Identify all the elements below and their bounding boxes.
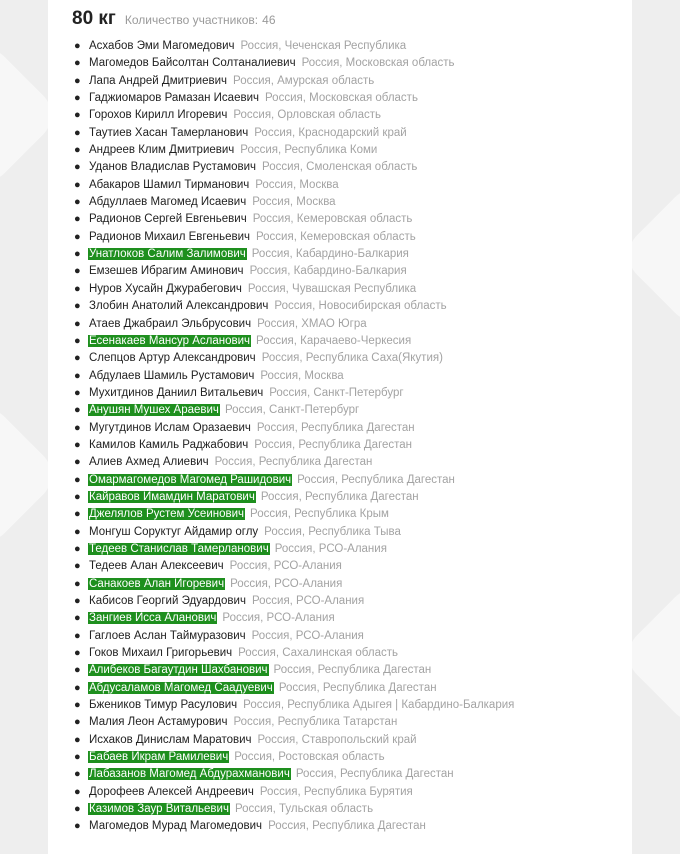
participant-region: Россия, Республика Дагестан <box>273 664 432 677</box>
list-item <box>74 506 632 523</box>
bullet-icon: ● <box>74 57 81 70</box>
participant-region: Россия, Смоленская область <box>262 161 418 174</box>
participant-region: Россия, Республика Саха(Якутия) <box>261 352 443 365</box>
bullet-icon: ● <box>74 40 81 52</box>
list-item <box>74 333 632 350</box>
participant-region: Россия, Москва <box>252 196 336 209</box>
participant-name: Атаев Джабраил Эльбрусович <box>89 317 252 330</box>
list-item <box>74 73 632 90</box>
participant-name: Зангиев Исса Аланович <box>89 612 217 625</box>
participant-region: Россия, РСО-Алания <box>222 612 335 625</box>
participant-name: Лапа Андрей Дмитриевич <box>89 74 228 87</box>
participant-name: Уданов Владислав Рустамович <box>89 161 257 174</box>
participant-region: Россия, Кабардино-Балкария <box>251 248 409 261</box>
participant-region: Россия, Республика Дагестан <box>268 820 426 833</box>
bullet-icon: ● <box>74 74 81 87</box>
list-item <box>74 454 632 471</box>
bullet-icon: ● <box>74 699 81 712</box>
bullet-icon: ● <box>74 421 81 434</box>
bullet-icon: ● <box>74 629 81 642</box>
list-item <box>74 732 632 749</box>
list-item <box>74 125 632 142</box>
participant-region: Россия, Республика Дагестан <box>278 681 437 694</box>
participant-name: Лабазанов Магомед Абдурахманович <box>89 768 290 781</box>
bullet-icon: ● <box>74 473 81 486</box>
list-item <box>74 801 632 818</box>
list-item <box>74 818 632 835</box>
bullet-icon: ● <box>74 178 81 191</box>
list-item <box>74 368 632 385</box>
list-item <box>74 263 632 280</box>
bullet-icon: ● <box>74 213 81 226</box>
participant-name: Абакаров Шамил Тирманович <box>89 178 250 191</box>
participant-name: Дорофеев Алексей Андреевич <box>89 785 254 798</box>
participant-name: Гаглоев Аслан Таймуразович <box>89 629 246 642</box>
bullet-icon: ● <box>74 438 81 451</box>
list-item <box>74 697 632 714</box>
participant-region: Россия, Московская область <box>301 57 455 70</box>
participant-name: Алиев Ахмед Алиевич <box>89 456 209 469</box>
participant-name: Тедеев Станислав Тамерланович <box>89 542 269 555</box>
bullet-icon: ● <box>74 369 81 382</box>
participant-region: Россия, Республика Дагестан <box>260 490 419 503</box>
participant-region: Россия, Республика Дагестан <box>295 768 454 781</box>
list-item <box>74 714 632 731</box>
bullet-icon: ● <box>74 144 81 157</box>
participant-name: Камилов Камиль Раджабович <box>89 438 249 451</box>
participant-region: Россия, Республика Дагестан <box>254 438 413 451</box>
participant-name: Магомедов Байсолтан Солтаналиевич <box>89 57 296 70</box>
participant-region: Россия, Республика Татарстан <box>233 716 398 729</box>
list-item <box>74 229 632 246</box>
participant-name: Таутиев Хасан Тамерланович <box>89 126 249 139</box>
participant-region: Россия, Республика Бурятия <box>259 785 413 798</box>
participant-region: Россия, ХМАО Югра <box>257 317 367 330</box>
participant-region: Россия, Республика Коми <box>240 144 378 157</box>
bullet-icon: ● <box>74 577 81 590</box>
list-item <box>74 576 632 593</box>
bullet-icon: ● <box>74 785 81 798</box>
list-item <box>74 558 632 575</box>
participant-name: Горохов Кирилл Игоревич <box>89 109 228 122</box>
participant-name: Мугутдинов Ислам Оразаевич <box>89 421 251 434</box>
bullet-icon: ● <box>74 386 81 399</box>
participant-region: Россия, РСО-Алания <box>230 577 343 590</box>
participant-name: Джелялов Рустем Усеинович <box>89 508 245 521</box>
bullet-icon: ● <box>74 768 81 781</box>
participant-region: Россия, Москва <box>255 178 339 191</box>
bullet-icon: ● <box>74 248 81 261</box>
bullet-icon: ● <box>74 595 81 607</box>
bullet-icon: ● <box>74 404 81 417</box>
participant-region: Россия, Амурская область <box>233 74 375 87</box>
participant-region: Россия, Республика Дагестан <box>214 456 373 469</box>
bullet-icon: ● <box>74 612 81 625</box>
list-item <box>74 385 632 402</box>
list-item <box>74 766 632 783</box>
participant-region: Россия, Санкт-Петербург <box>269 386 404 399</box>
participant-name: Малия Леон Астамурович <box>89 716 228 729</box>
participant-name: Тедеев Алан Алексеевич <box>89 560 224 573</box>
participant-name: Анушян Мушех Араевич <box>89 404 219 417</box>
list-item <box>74 524 632 541</box>
bullet-icon: ● <box>74 317 81 330</box>
participant-region: Россия, Орловская область <box>233 109 382 122</box>
bullet-icon: ● <box>74 456 81 469</box>
list-item <box>74 610 632 627</box>
participant-name: Бжеников Тимур Расулович <box>89 699 238 712</box>
participant-region: Россия, Республика Тыва <box>264 525 401 538</box>
participant-name: Радионов Михаил Евгеньевич <box>89 230 250 243</box>
participant-region: Россия, Новосибирская область <box>274 300 447 313</box>
bullet-icon: ● <box>74 542 81 555</box>
list-item <box>74 177 632 194</box>
participant-list <box>48 38 632 836</box>
list-item <box>74 402 632 419</box>
participant-name: Санакоев Алан Игоревич <box>89 577 225 590</box>
participant-name: Радионов Сергей Евгеньевич <box>89 213 247 226</box>
list-item <box>74 645 632 662</box>
bullet-icon: ● <box>74 126 81 139</box>
participant-region: Россия, Москва <box>260 369 344 382</box>
participant-region: Россия, РСО-Алания <box>251 595 365 607</box>
participant-name: Омармагомедов Магомед Рашидович <box>89 473 292 486</box>
participant-name: Андреев Клим Дмитриевич <box>89 144 235 157</box>
bullet-icon: ● <box>74 300 81 313</box>
participant-name: Гоков Михаил Григорьевич <box>89 647 233 660</box>
participant-region: Россия, РСО-Алания <box>251 629 364 642</box>
bullet-icon: ● <box>74 230 81 243</box>
participant-region: Россия, Санкт-Петербург <box>224 404 360 417</box>
category-header <box>48 8 632 38</box>
list-item <box>74 38 632 55</box>
participant-name: Нуров Хусайн Джурабегович <box>89 282 242 295</box>
participant-name: Мухитдинов Даниил Витальевич <box>89 386 264 399</box>
participant-name: Бабаев Икрам Рамилевич <box>89 751 229 764</box>
list-item <box>74 107 632 124</box>
participant-name: Слепцов Артур Александрович <box>89 352 256 365</box>
list-item <box>74 211 632 228</box>
participant-name: Алибеков Багаутдин Шахбанович <box>89 664 268 677</box>
list-item <box>74 593 632 610</box>
participant-name: Кабисов Георгий Эдуардович <box>89 595 246 607</box>
participant-name: Унатлоков Салим Залимович <box>89 248 246 261</box>
list-item <box>74 541 632 558</box>
list-item <box>74 298 632 315</box>
participant-region: Россия, Кемеровская область <box>256 230 416 243</box>
bullet-icon: ● <box>74 803 81 816</box>
participant-name: Емзешев Ибрагим Аминович <box>89 265 244 278</box>
list-item <box>74 281 632 298</box>
participant-region: Россия, Республика Дагестан <box>256 421 415 434</box>
participant-region: Россия, РСО-Алания <box>229 560 342 573</box>
participant-region: Россия, Тульская область <box>234 803 374 816</box>
list-item <box>74 246 632 263</box>
bullet-icon: ● <box>74 334 81 347</box>
list-item <box>74 489 632 506</box>
participant-region: Россия, Московская область <box>265 92 418 105</box>
list-item <box>74 316 632 333</box>
participant-name: Есенакаев Мансур Асланович <box>89 334 251 347</box>
list-item <box>74 142 632 159</box>
bullet-icon: ● <box>74 490 81 503</box>
participant-name: Исхаков Динислам Маратович <box>89 733 252 746</box>
participant-region: Россия, Республика Дагестан <box>297 473 455 486</box>
bullet-icon: ● <box>74 820 81 833</box>
participant-name: Гаджиомаров Рамазан Исаевич <box>89 92 260 105</box>
bullet-icon: ● <box>74 265 81 278</box>
participants-count-value: 46 <box>262 13 276 27</box>
participant-name: Монгуш Соруктуг Айдамир оглу <box>89 525 259 538</box>
participant-name: Абдусаламов Магомед Саадуевич <box>89 681 273 694</box>
participant-region: Россия, Краснодарский край <box>254 126 407 139</box>
participant-name: Абдуллаев Магомед Исаевич <box>89 196 247 209</box>
participant-name: Асхабов Эми Магомедович <box>89 40 235 52</box>
bullet-icon: ● <box>74 751 81 764</box>
participant-region: Россия, Карачаево-Черкесия <box>256 334 412 347</box>
participant-region: Россия, Кабардино-Балкария <box>249 265 407 278</box>
list-item <box>74 55 632 72</box>
bullet-icon: ● <box>74 681 81 694</box>
participant-region: Россия, Республика Крым <box>250 508 389 521</box>
bullet-icon: ● <box>74 352 81 365</box>
list-item <box>74 437 632 454</box>
list-item <box>74 90 632 107</box>
participants-panel <box>48 0 632 854</box>
participant-region: Россия, Ставропольский край <box>257 733 417 746</box>
list-item <box>74 662 632 679</box>
participant-region: Россия, Чувашская Республика <box>247 282 417 295</box>
bullet-icon: ● <box>74 282 81 295</box>
weight-category-title: 80 кг <box>72 8 116 29</box>
bullet-icon: ● <box>74 733 81 746</box>
list-item <box>74 350 632 367</box>
participant-region: Россия, Сахалинская область <box>238 647 398 660</box>
list-item <box>74 784 632 801</box>
participant-name: Казимов Заур Витальевич <box>89 803 229 816</box>
list-item <box>74 472 632 489</box>
bullet-icon: ● <box>74 196 81 209</box>
list-item <box>74 420 632 437</box>
bullet-icon: ● <box>74 525 81 538</box>
participant-region: Россия, Чеченская Республика <box>240 40 407 52</box>
participant-name: Кайравов Имамдин Маратович <box>89 490 255 503</box>
list-item <box>74 749 632 766</box>
participant-region: Россия, Республика Адыгея | Кабардино-Балкария <box>243 699 515 712</box>
bullet-icon: ● <box>74 161 81 174</box>
participant-name: Злобин Анатолий Александрович <box>89 300 269 313</box>
bullet-icon: ● <box>74 664 81 677</box>
participant-name: Магомедов Мурад Магомедович <box>89 820 263 833</box>
participant-region: Россия, Кемеровская область <box>252 213 413 226</box>
bullet-icon: ● <box>74 508 81 521</box>
participants-count-label: Количество участников: <box>124 13 259 27</box>
participant-region: Россия, РСО-Алания <box>274 542 387 555</box>
list-item <box>74 680 632 697</box>
participant-name: Абдулаев Шамиль Рустамович <box>89 369 255 382</box>
bullet-icon: ● <box>74 92 81 105</box>
bullet-icon: ● <box>74 716 81 729</box>
bullet-icon: ● <box>74 109 81 122</box>
list-item <box>74 159 632 176</box>
bullet-icon: ● <box>74 647 81 660</box>
participant-region: Россия, Ростовская область <box>234 751 385 764</box>
bullet-icon: ● <box>74 560 81 573</box>
list-item <box>74 194 632 211</box>
list-item <box>74 628 632 645</box>
